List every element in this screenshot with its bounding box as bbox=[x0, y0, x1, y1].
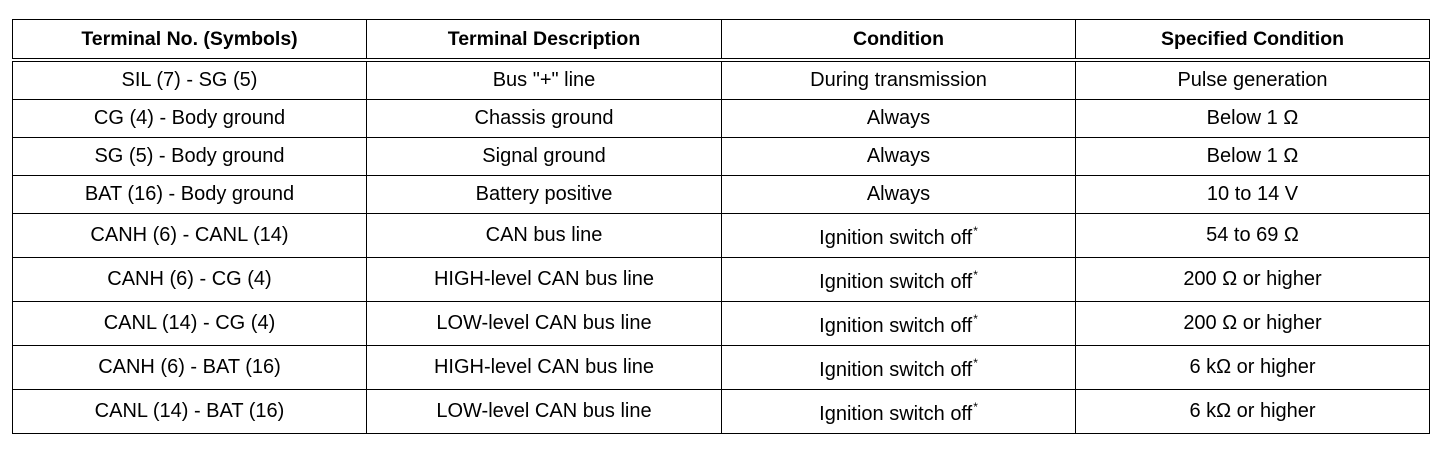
header-condition: Condition bbox=[722, 20, 1076, 61]
terminal-cell: CG (4) - Body ground bbox=[13, 100, 367, 138]
table-row bbox=[13, 258, 1430, 302]
condition-cell bbox=[722, 302, 1076, 346]
condition-text: During transmission bbox=[810, 69, 987, 91]
description-cell: Signal ground bbox=[367, 138, 722, 176]
description-cell: CAN bus line bbox=[367, 214, 722, 258]
condition-text: Always bbox=[866, 145, 931, 167]
description-cell: LOW-level CAN bus line bbox=[367, 390, 722, 434]
condition-text: Ignition switch off bbox=[819, 315, 973, 337]
condition-text: Always bbox=[866, 183, 931, 205]
condition-cell bbox=[722, 138, 1076, 176]
table-row bbox=[13, 138, 1430, 176]
specified-cell: 6 kΩ or higher bbox=[1076, 346, 1430, 390]
specified-cell: Below 1 Ω bbox=[1076, 138, 1430, 176]
table-row bbox=[13, 302, 1430, 346]
specified-cell: Below 1 Ω bbox=[1076, 100, 1430, 138]
specified-cell: 200 Ω or higher bbox=[1076, 258, 1430, 302]
condition-cell bbox=[722, 214, 1076, 258]
condition-text: Ignition switch off bbox=[819, 271, 973, 293]
condition-text: Always bbox=[866, 107, 931, 129]
description-cell: HIGH-level CAN bus line bbox=[367, 258, 722, 302]
terminal-cell: CANH (6) - CG (4) bbox=[13, 258, 367, 302]
description-cell: HIGH-level CAN bus line bbox=[367, 346, 722, 390]
table-header-row bbox=[13, 20, 1430, 61]
condition-text: Ignition switch off bbox=[819, 403, 973, 425]
specified-cell: 6 kΩ or higher bbox=[1076, 390, 1430, 434]
footnote-marker: * bbox=[973, 312, 978, 326]
description-cell: Chassis ground bbox=[367, 100, 722, 138]
terminal-cell: CANL (14) - CG (4) bbox=[13, 302, 367, 346]
description-cell: Battery positive bbox=[367, 176, 722, 214]
terminal-cell: CANL (14) - BAT (16) bbox=[13, 390, 367, 434]
terminal-cell: CANH (6) - BAT (16) bbox=[13, 346, 367, 390]
header-specified-condition: Specified Condition bbox=[1076, 20, 1430, 61]
condition-text: Ignition switch off bbox=[819, 359, 973, 381]
terminal-cell: SG (5) - Body ground bbox=[13, 138, 367, 176]
specified-cell: 200 Ω or higher bbox=[1076, 302, 1430, 346]
specified-cell: 54 to 69 Ω bbox=[1076, 214, 1430, 258]
description-cell: LOW-level CAN bus line bbox=[367, 302, 722, 346]
condition-cell bbox=[722, 100, 1076, 138]
table-row bbox=[13, 346, 1430, 390]
condition-text: Ignition switch off bbox=[819, 227, 973, 249]
condition-cell bbox=[722, 258, 1076, 302]
terminal-cell: CANH (6) - CANL (14) bbox=[13, 214, 367, 258]
footnote-marker: * bbox=[973, 356, 978, 370]
condition-cell bbox=[722, 60, 1076, 100]
condition-cell bbox=[722, 346, 1076, 390]
footnote-marker: * bbox=[973, 224, 978, 238]
header-terminal-no: Terminal No. (Symbols) bbox=[13, 20, 367, 61]
specified-cell: Pulse generation bbox=[1076, 60, 1430, 100]
table-row bbox=[13, 390, 1430, 434]
footnote-marker: * bbox=[973, 400, 978, 414]
header-terminal-description: Terminal Description bbox=[367, 20, 722, 61]
condition-cell bbox=[722, 390, 1076, 434]
table-row bbox=[13, 60, 1430, 100]
table-row bbox=[13, 214, 1430, 258]
table-row bbox=[13, 176, 1430, 214]
terminal-cell: BAT (16) - Body ground bbox=[13, 176, 367, 214]
footnote-marker: * bbox=[973, 268, 978, 282]
description-cell: Bus "+" line bbox=[367, 60, 722, 100]
table-row bbox=[13, 100, 1430, 138]
terminal-cell: SIL (7) - SG (5) bbox=[13, 60, 367, 100]
specified-cell: 10 to 14 V bbox=[1076, 176, 1430, 214]
terminal-spec-table bbox=[12, 19, 1430, 434]
condition-cell bbox=[722, 176, 1076, 214]
